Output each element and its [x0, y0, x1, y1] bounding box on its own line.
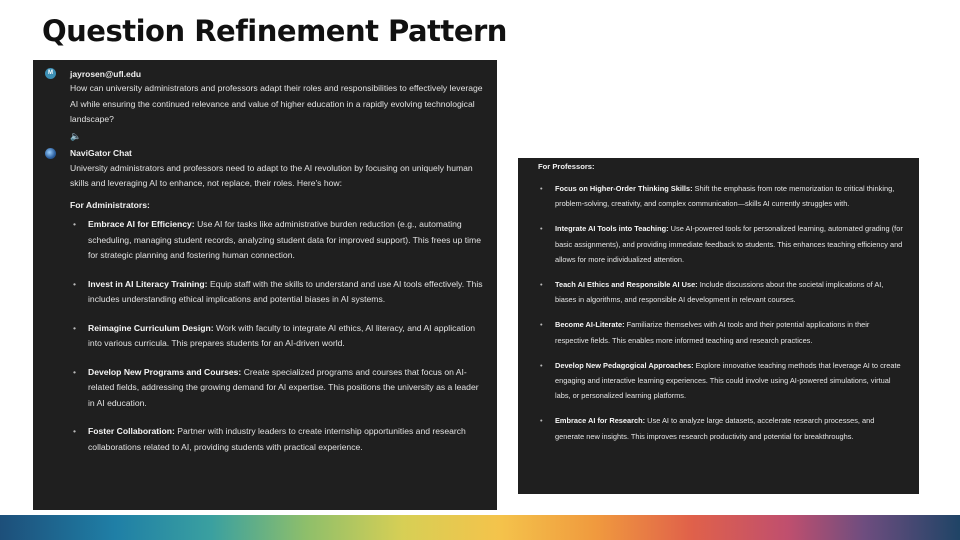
list-item-text: Equip staff with the skills to understand and use AI tools effectively. This includes understanding ethical implications and potential biases in AI systems.: [88, 278, 483, 304]
list-item: [538, 277, 905, 307]
list-item-title: Embrace AI for Efficiency:: [88, 219, 195, 229]
list-item-text: Create specialized programs and courses that focus on AI-related fields, addressing the growing demand for AI expertise. This positions the university as a leader in AI education.: [88, 366, 479, 408]
list-item-text: Include discussions about the societal implications of AI, biases in algorithms, and responsible AI development in relevant courses.: [555, 280, 884, 305]
list-item: [70, 217, 485, 264]
list-item-text: Familiarize themselves with AI tools and their potential applications in their respective fields. This enables more informed teaching and research practices.: [555, 320, 870, 345]
list-item-title: Reimagine Curriculum Design:: [88, 322, 214, 333]
user-message-header: [45, 66, 485, 81]
list-item-title: Develop New Pedagogical Approaches:: [555, 360, 694, 370]
list-item: [538, 221, 905, 267]
list-item: [538, 358, 905, 404]
chat-screenshot-right: [518, 158, 919, 494]
list-item: [70, 277, 485, 308]
administrators-list: [70, 217, 485, 455]
list-item-text: Work with faculty to integrate AI ethics, AI literacy, and AI application into various curricula. This prepares students for an AI-driven world.: [88, 322, 476, 348]
bot-message-header: [45, 146, 485, 161]
list-item-text: Use AI-powered tools for personalized learning, automated grading (for basic assignments), and providing immediate feedback to students. This enhances teaching efficiency and allows for more individualized attention.: [555, 224, 903, 264]
user-sender: jayrosen@ufl.edu: [70, 68, 142, 79]
list-item: [538, 413, 905, 443]
list-item-text: Partner with industry leaders to create internship opportunities and research collaborations related to AI, providing students with practical experience.: [88, 426, 466, 452]
list-item: [538, 317, 905, 347]
list-item-title: Develop New Programs and Courses:: [88, 366, 242, 377]
speaker-icon[interactable]: 🔈: [70, 130, 82, 141]
list-item-title: Embrace AI for Research:: [555, 416, 646, 426]
footer-gradient-bar: [0, 515, 960, 540]
list-item: [70, 321, 485, 352]
user-avatar: M: [45, 68, 56, 79]
list-item-title: Foster Collaboration:: [88, 426, 175, 436]
list-item-title: Teach AI Ethics and Responsible AI Use:: [555, 280, 698, 290]
navigator-avatar-icon: [45, 148, 56, 159]
bot-message: [70, 161, 485, 456]
chat-screenshot-left: [33, 60, 497, 510]
professors-list: [538, 181, 905, 444]
list-item-text: Shift the emphasis from rote memorization to critical thinking, problem-solving, creativity, and complex communication—skills AI currently struggles with.: [555, 184, 895, 209]
list-item-title: Become AI-Literate:: [555, 320, 625, 330]
list-item-title: Invest in AI Literacy Training:: [88, 278, 208, 289]
user-message-text: How can university administrators and professors adapt their roles and responsibilities to effectively leverage AI while ensuring the continued relevance and value of higher education in a rapidly evolving technological landscape?: [70, 83, 483, 124]
list-item-title: Focus on Higher-Order Thinking Skills:: [555, 184, 693, 193]
professors-heading: For Professors:: [538, 162, 595, 171]
list-item-text: Explore innovative teaching methods that leverage AI to create engaging and interactive learning experiences. This could involve using AI-powered simulations, virtual labs, or personalized learning platforms.: [555, 360, 901, 401]
list-item-text: Use AI for tasks like administrative burden reduction (e.g., automating scheduling, managing student records, analyzing student data for improved support). This frees up time for strategic planning and fostering human connection.: [88, 219, 481, 260]
list-item: [70, 424, 485, 455]
list-item-text: Use AI to analyze large datasets, accelerate research processes, and generate new insights. This improves research productivity and potential for breakthroughs.: [555, 416, 875, 441]
administrators-heading: For Administrators:: [70, 199, 150, 210]
list-item-title: Integrate AI Tools into Teaching:: [555, 224, 669, 234]
slide-title: Question Refinement Pattern: [42, 14, 507, 48]
list-item: [538, 181, 905, 211]
bot-sender: NaviGator Chat: [70, 148, 132, 158]
bot-intro: University administrators and professors need to adapt to the AI revolution by focusing on uniquely human skills and leveraging AI to enhance, not replace, their roles. Here's how:: [70, 162, 473, 188]
list-item: [70, 365, 485, 412]
